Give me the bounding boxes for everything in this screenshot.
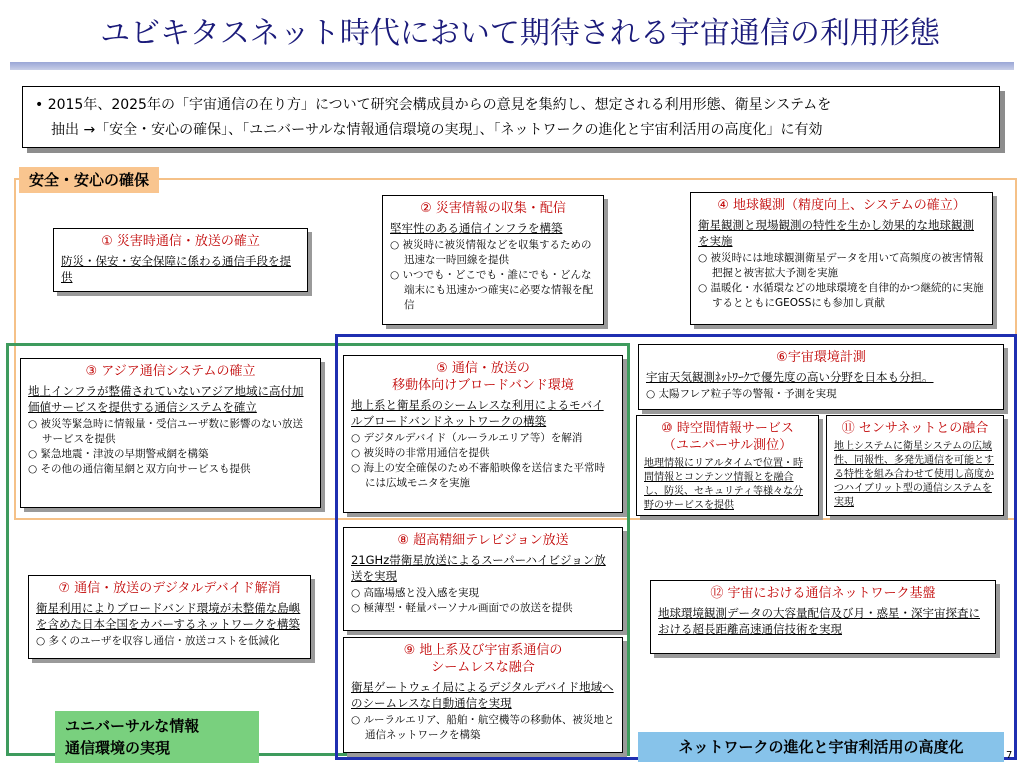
box-subtitle: 地理情報にリアルタイムで位置・時間情報とコンテンツ情報とを融合し、防災、セキュリティ等様々な分野のサービスを提供 (644, 458, 803, 511)
box-seamless-fusion (343, 637, 623, 753)
box-title-line-1: ⑨ 地上系及び宇宙系通信の (403, 643, 563, 658)
box-list (390, 238, 596, 313)
box-list (351, 586, 615, 616)
region-tag-universal (55, 711, 259, 763)
box-sensor-net (826, 415, 1004, 516)
page-number: 7 (1006, 750, 1013, 761)
list-item: ○ 緊急地震・津波の早期警戒網を構築 (28, 447, 313, 462)
list-item: ○ 極薄型・軽量パーソナル画面での放送を提供 (351, 601, 615, 616)
list-item: ○ デジタルデバイド（ルーラルエリア等）を解消 (351, 431, 615, 446)
box-title: ⑥宇宙環境計測 (776, 350, 866, 365)
region-tag-network: ネットワークの進化と宇宙利活用の高度化 (638, 732, 1004, 762)
box-subtitle: 衛星観測と現場観測の特性を生かし効果的な地球観測を実施 (698, 218, 974, 248)
box-list (351, 713, 615, 743)
box-subtitle: 防災・保安・安全保障に係わる通信手段を提供 (61, 254, 291, 284)
box-list (36, 634, 303, 649)
box-title (644, 420, 811, 454)
box-asia-comm (20, 358, 321, 508)
title-divider (10, 62, 1014, 70)
box-space-environment (638, 344, 1004, 410)
box-title-line-2: 移動体向けブロードバンド環境 (392, 378, 574, 393)
summary-box (22, 86, 1000, 148)
box-list (698, 251, 985, 311)
box-title: ③ アジア通信システムの確立 (85, 364, 256, 379)
region-tag-line-2: 通信環境の実現 (65, 739, 171, 757)
box-list (351, 431, 615, 491)
box-title-line-1: ⑩ 時空間情報サービス (661, 421, 794, 436)
box-space-network (650, 580, 996, 654)
box-subtitle: 宇宙天気観測ﾈｯﾄﾜｰｸで優先度の高い分野を日本も分担。 (646, 370, 934, 384)
box-title: ④ 地球観測（精度向上、システムの確立） (717, 198, 966, 213)
box-subtitle: 地上インフラが整備されていないアジア地域に高付加価値サービスを提供する通信システムを確立 (28, 384, 304, 414)
box-title: ① 災害時通信・放送の確立 (101, 234, 260, 249)
box-spatiotemporal-service (636, 415, 819, 516)
box-mobile-broadband (343, 355, 623, 513)
box-digital-divide (28, 575, 311, 659)
box-subtitle: 衛星ゲートウェイ局によるデジタルデバイド地域へのシームレスな自動通信を実現 (351, 680, 614, 710)
summary-line-1: • 2015年、2025年の「宇宙通信の在り方」について研究会構成員からの意見を集約し、想定される利用形態、衛星システムを (35, 97, 832, 113)
box-subtitle: 地上システムに衛星システムの広域性、同報性、多発先通信を可能とする特性を組み合わせて使用し高度かつハイブリット型の通信システムを実現 (834, 441, 994, 508)
list-item: ○ 太陽フレア粒子等の警報・予測を実現 (646, 387, 996, 402)
list-item: ○ 被災時に被災情報などを収集するための迅速な一時回線を提供 (390, 238, 596, 268)
box-uhd-tv (343, 527, 623, 631)
box-subtitle: 地球環境観測データの大容量配信及び月・惑星・深宇宙探査における超長距離高速通信技術を実現 (658, 606, 980, 636)
box-disaster-comm (53, 228, 308, 292)
list-item: ○ 多くのユーザを収容し通信・放送コストを低減化 (36, 634, 303, 649)
region-tag-line-1: ユニバーサルな情報 (65, 717, 200, 735)
list-item: ○ 高臨場感と没入感を実現 (351, 586, 615, 601)
box-title-line-2: シームレスな融合 (431, 660, 535, 675)
box-title: ⑪ センサネットとの融合 (841, 421, 989, 436)
box-subtitle: 衛星利用によりブロードバンド環境が未整備な島嶼を含めた日本全国をカバーするネットワークを構築 (36, 601, 301, 631)
list-item: ○ 被災時には地球観測衛星データを用いて高頻度の被害情報把握と被害拡大予測を実施 (698, 251, 985, 281)
box-earth-observation (690, 192, 993, 325)
box-title: ⑦ 通信・放送のデジタルデバイド解消 (58, 581, 281, 596)
list-item: ○ 海上の安全確保のため不審船映像を送信また平常時には広域モニタを実施 (351, 461, 615, 491)
list-item: ○ 被災時の非常用通信を提供 (351, 446, 615, 461)
list-item: ○ その他の通信衛星網と双方向サービスも提供 (28, 462, 313, 477)
list-item: ○ 温暖化・水循環などの地球環境を自律的かつ継続的に実施するとともにGEOSSにも参加し貢献 (698, 281, 985, 311)
page-title: ユビキタスネット時代において期待される宇宙通信の利用形態 (100, 16, 940, 51)
list-item: ○ いつでも・どこでも・誰にでも・どんな端末にも迅速かつ確実に必要な情報を配信 (390, 268, 596, 313)
box-title (351, 360, 615, 394)
box-disaster-info (382, 195, 604, 325)
summary-line-2: 抽出 →「安全・安心の確保」、「ユニバーサルな情報通信環境の実現」、「ネットワークの進化と宇宙利活用の高度化」に有効 (51, 122, 823, 138)
list-item: ○ 被災等緊急時に情報量・受信ユーザ数に影響のない放送サービスを提供 (28, 417, 313, 447)
box-title: ② 災害情報の収集・配信 (420, 201, 566, 216)
box-title (351, 642, 615, 676)
box-title-line-2: （ユニバーサル測位） (662, 438, 793, 453)
box-subtitle: 堅牢性のある通信インフラを構築 (390, 221, 563, 235)
box-title: ⑫ 宇宙における通信ネットワーク基盤 (710, 586, 936, 601)
box-title: ⑧ 超高精細テレビジョン放送 (397, 533, 569, 548)
box-list (28, 417, 313, 477)
box-title-line-1: ⑤ 通信・放送の (436, 361, 530, 376)
box-list (646, 387, 996, 402)
box-subtitle: 地上系と衛星系のシームレスな利用によるモバイルブロードバンドネットワークの構築 (351, 398, 604, 428)
box-subtitle: 21GHz帯衛星放送によるスーパーハイビジョン放送を実現 (351, 553, 606, 583)
list-item: ○ ルーラルエリア、船舶・航空機等の移動体、被災地と通信ネットワークを構築 (351, 713, 615, 743)
region-tag-safety: 安全・安心の確保 (19, 167, 159, 193)
